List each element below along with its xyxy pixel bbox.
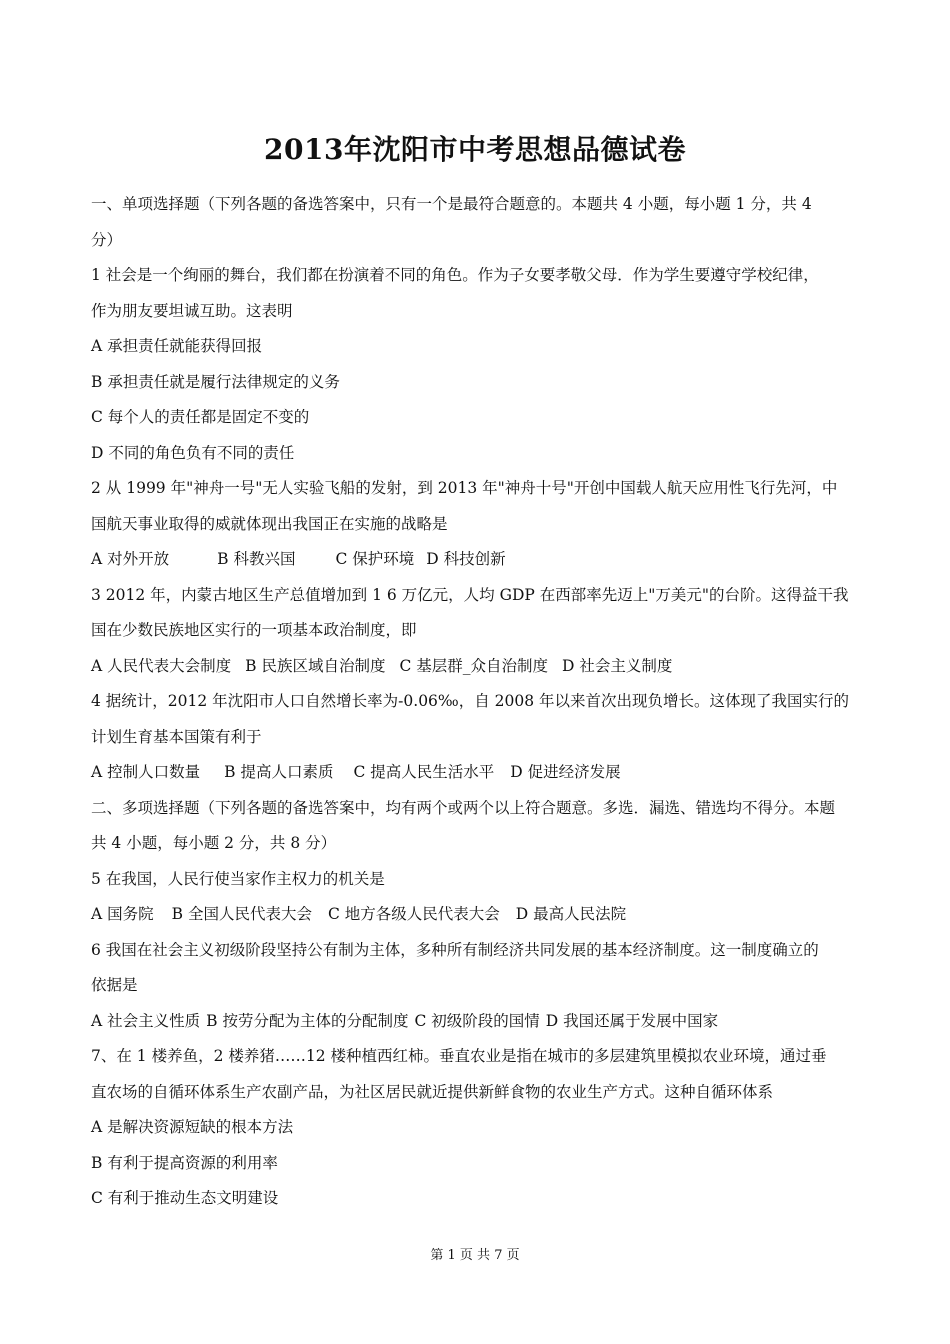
q5-option-b: B 全国人民代表大会 [171, 905, 312, 923]
q1-option-c: C 每个人的责任都是固定不变的 [91, 408, 310, 426]
exam-body [91, 187, 871, 1217]
q2-stem: 2 从 1999 年"神舟一号"无人实验飞船的发射，到 2013 年"神舟十号"开创中国载人航天应用性飞行先河，中 [91, 479, 838, 497]
q4-option-d: D 促进经济发展 [510, 763, 621, 781]
q1-stem-cont: 作为朋友要坦诚互助。这表明 [91, 301, 293, 320]
q6-option-d: D 我国还属于发展中国家 [545, 1011, 719, 1030]
q2-option-a: A 对外开放 [91, 550, 170, 568]
page-footer: 第 1 页 共 7 页 [430, 1248, 520, 1263]
q5-option-d: D 最高人民法院 [515, 905, 627, 923]
q3-option-d: D 社会主义制度 [562, 656, 673, 675]
q3-option-b: B 民族区域自治制度 [245, 656, 386, 675]
q5-option-a: A 国务院 [91, 905, 154, 923]
q7-option-c: C 有利于推动生态文明建设 [91, 1189, 279, 1207]
q7-option-b: B 有利于提高资源的利用率 [91, 1153, 278, 1172]
q3-options [91, 649, 871, 685]
q4-stem: 4 据统计，2012 年沈阳市人口自然增长率为-0.06‰，自 2008 年以来首次出现负增长。这体现了我国实行的 [91, 692, 850, 710]
q4-option-c: C 提高人民生活水平 [353, 763, 495, 781]
q6-stem: 6 我国在社会主义初级阶段坚持公有制为主体，多种所有制经济共同发展的基本经济制度。这一制度确立的 [91, 940, 819, 959]
q1-option-a: A 承担责任就能获得回报 [91, 337, 263, 355]
q6-stem-cont: 依据是 [91, 976, 138, 994]
section2-heading-cont: 共 4 小题，每小题 2 分，共 8 分） [91, 834, 337, 852]
q1-stem: 1 社会是一个绚丽的舞台，我们都在扮演着不同的角色。作为子女要孝敬父母．作为学生要遵守学校纪律， [91, 266, 819, 284]
q5-stem: 5 在我国，人民行使当家作主权力的机关是 [91, 869, 385, 888]
q2-options [91, 542, 871, 578]
q5-option-c: C 地方各级人民代表大会 [327, 905, 500, 923]
q2-option-d: D 科技创新 [426, 550, 506, 568]
page-title: 2013年沈阳市中考思想品德试卷 [264, 133, 686, 166]
q7-stem: 7、在 1 楼养鱼，2 楼养猪……12 楼种植西红柿。垂直农业是指在城市的多层建筑里模拟农业环境，通过垂 [91, 1047, 827, 1065]
q3-stem-cont: 国在少数民族地区实行的一项基本政治制度，即 [91, 621, 417, 639]
q5-options [91, 897, 871, 933]
q3-stem: 3 2012 年，内蒙古地区生产总值增加到 1 6 万亿元，人均 GDP 在西部率先迈上"万美元"的台阶。这得益干我 [91, 585, 849, 604]
q4-option-a: A 控制人口数量 [91, 763, 201, 781]
q6-option-b: B 按劳分配为主体的分配制度 [206, 1011, 409, 1030]
q2-stem-cont: 国航天事业取得的威就体现出我国正在实施的战略是 [91, 514, 448, 533]
q3-option-c: C 基层群_众自治制度 [399, 656, 548, 675]
q3-option-a: A 人民代表大会制度 [91, 656, 232, 675]
q4-option-b: B 提高人口素质 [224, 763, 334, 781]
q1-option-b: B 承担责任就是履行法律规定的义务 [91, 372, 340, 391]
q4-stem-cont: 计划生育基本国策有利于 [91, 727, 262, 746]
section1-heading: 一、单项选择题（下列各题的备选答案中，只有一个是最符合题意的。本题共 4 小题，每小题 1 分，共 4 [91, 195, 812, 213]
q2-option-b: B 科教兴国 [217, 550, 296, 568]
q2-option-c: C 保护环境 [335, 550, 415, 568]
q6-option-c: C 初级阶段的国情 [414, 1011, 540, 1030]
q4-options [91, 755, 871, 791]
section1-heading-cont: 分） [91, 230, 123, 249]
section2-heading: 二、多项选择题（下列各题的备选答案中，均有两个或两个以上符合题意。多选．漏选、错选均不得分。本题 [91, 798, 836, 817]
q7-stem-cont: 直农场的自循环体系生产农副产品，为社区居民就近提供新鲜食物的农业生产方式。这种自循环体系 [91, 1082, 774, 1101]
q6-option-a: A 社会主义性质 [91, 1011, 201, 1030]
q7-option-a: A 是解决资源短缺的根本方法 [91, 1118, 294, 1136]
q6-options [91, 1004, 871, 1040]
q1-option-d: D 不同的角色负有不同的责任 [91, 443, 295, 462]
